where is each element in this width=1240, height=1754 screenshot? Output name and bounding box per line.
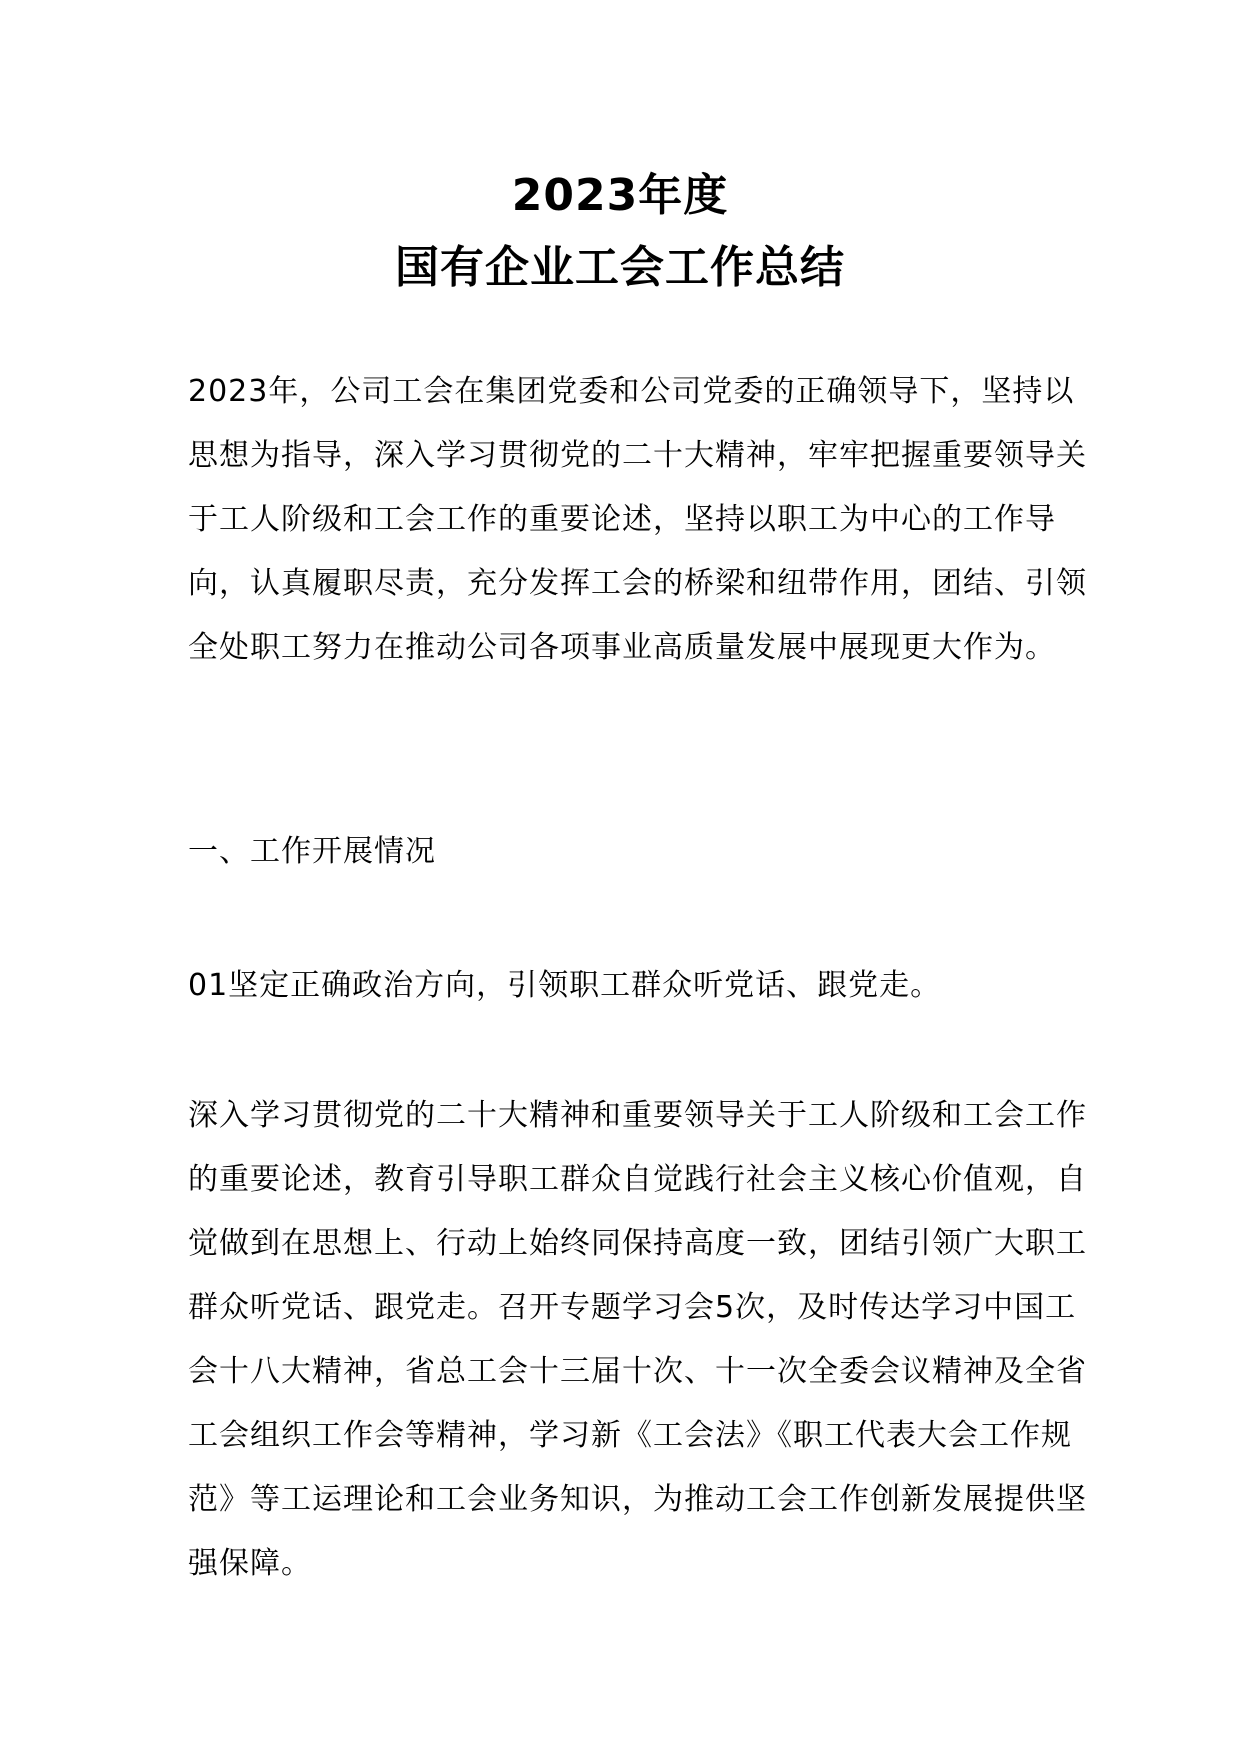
sub-heading: 01坚定正确政治方向，引领职工群众听党话、跟党走。 xyxy=(188,968,942,1003)
intro-paragraph: 2023年，公司工会在集团党委和公司党委的正确领导下，坚持以思想为指导，深入学习贯彻党的二十大精神，牢牢把握重要领导关于工人阶级和工会工作的重要论述，坚持以职工为中心的工作导向，认真履职尽责，充分发挥工会的桥梁和纽带作用，团结、引领全处职工努力在推动公司各项事业高质量发展中展现更大作为。 xyxy=(188,374,1087,665)
section-heading: 一、工作开展情况 xyxy=(188,834,436,869)
document-title xyxy=(0,160,1240,304)
body-paragraph: 深入学习贯彻党的二十大精神和重要领导关于工人阶级和工会工作的重要论述，教育引导职工群众自觉践行社会主义核心价值观，自觉做到在思想上、行动上始终同保持高度一致，团结引领广大职工群众听党话、跟党走。召开专题学习会5次，及时传达学习中国工会十八大精神，省总工会十三届十次、十一次全委会议精神及全省工会组织工作会等精神，学习新《工会法》《职工代表大会工作规范》等工运理论和工会业务知识，为推动工会工作创新发展提供坚强保障。 xyxy=(188,1098,1087,1581)
title-year: 2023年度 xyxy=(511,170,729,221)
title-main: 国有企业工会工作总结 xyxy=(395,242,845,293)
